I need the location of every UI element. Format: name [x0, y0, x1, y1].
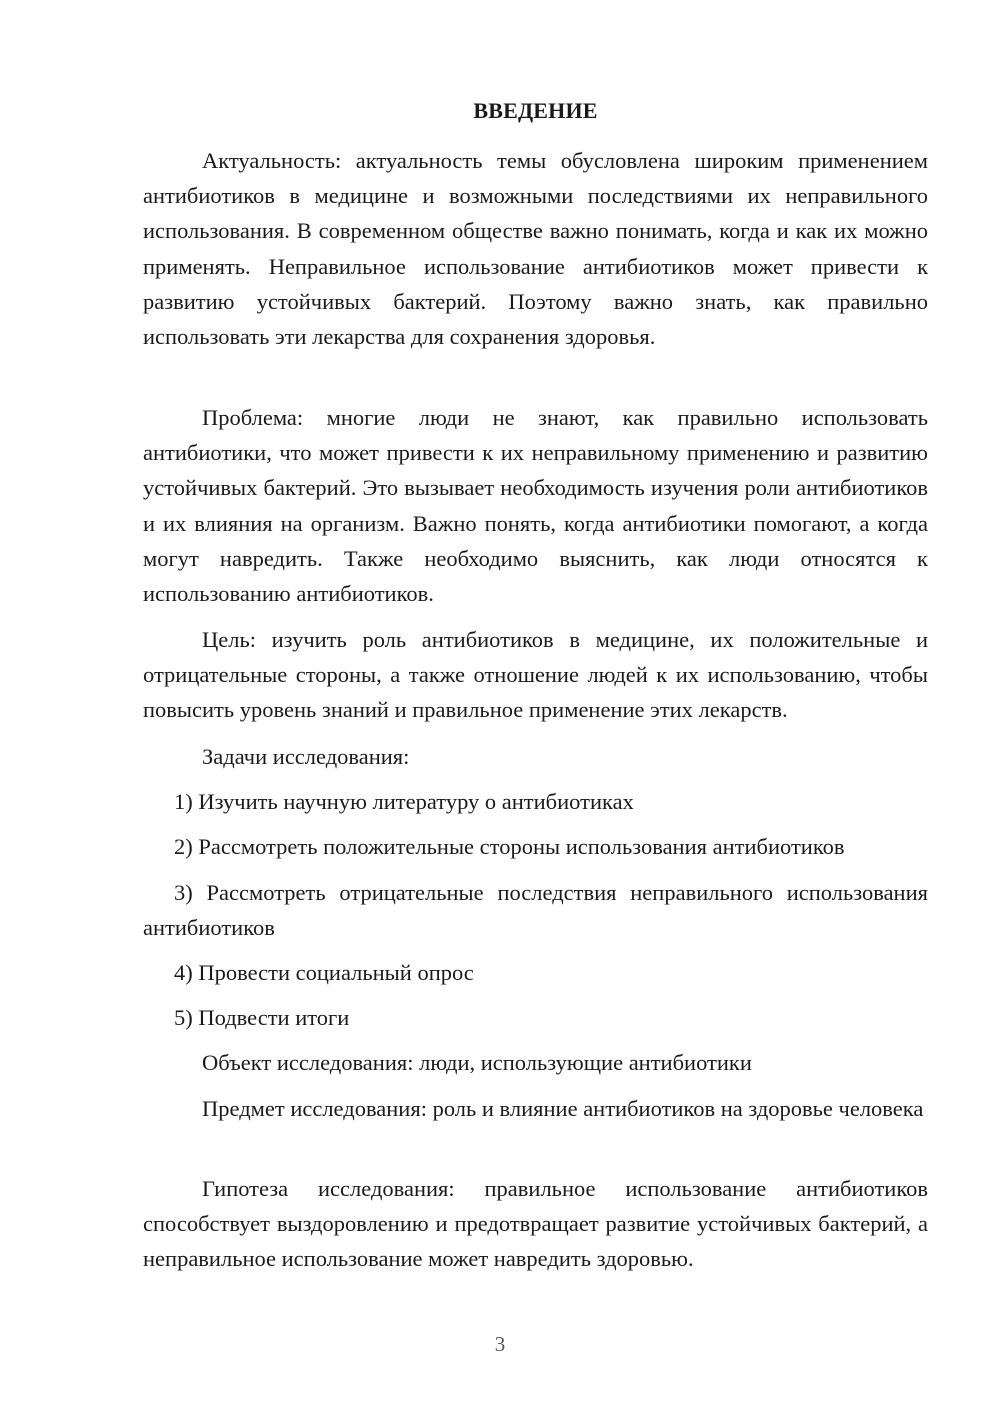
paragraph-problem: Проблема: многие люди не знают, как правильно использовать антибиотики, что может привести к их неправильному применению и развитию устойчивых бактерий. Это вызывает необходимость изучения роли антибиотиков и их влияния на организм. Важно понять, когда антибиотики помогают, а когда могут навредить. Также необходимо выяснить, как люди относятся к использованию антибиотиков. [143, 405, 928, 607]
paragraph-subject: Предмет исследования: роль и влияние антибиотиков на здоровье человека [202, 1096, 924, 1121]
paragraph-goal: Цель: изучить роль антибиотиков в медицине, их положительные и отрицательные стороны, а также отношение людей к их использованию, чтобы повысить уровень знаний и правильное применение этих лекарств. [143, 627, 928, 723]
tasks-heading: Задачи исследования: [202, 744, 410, 769]
task-item-4: 4) Провести социальный опрос [174, 960, 474, 985]
section-title: ВВЕДЕНИЕ [473, 98, 598, 123]
task-item-2: 2) Рассмотреть положительные стороны использования антибиотиков [174, 834, 845, 859]
task-item-3: 3) Рассмотреть отрицательные последствия неправильного использования антибиотиков [143, 880, 928, 941]
task-item-1: 1) Изучить научную литературу о антибиотиках [174, 789, 634, 814]
paragraph-hypothesis: Гипотеза исследования: правильное использование антибиотиков способствует выздоровлению и предотвращает развитие устойчивых бактерий, а неправильное использование может навредить здоровью. [143, 1176, 928, 1272]
paragraph-relevance: Актуальность: актуальность темы обусловлена широким применением антибиотиков в медицине и возможными последствиями их неправильного использования. В современном обществе важно понимать, когда и как их можно применять. Неправильное использование антибиотиков может привести к развитию устойчивых бактерий. Поэтому важно знать, как правильно использовать эти лекарства для сохранения здоровья. [143, 148, 928, 350]
paragraph-object: Объект исследования: люди, использующие антибиотики [202, 1050, 752, 1075]
task-item-5: 5) Подвести итоги [174, 1005, 350, 1030]
page-number: 3 [494, 1332, 506, 1356]
